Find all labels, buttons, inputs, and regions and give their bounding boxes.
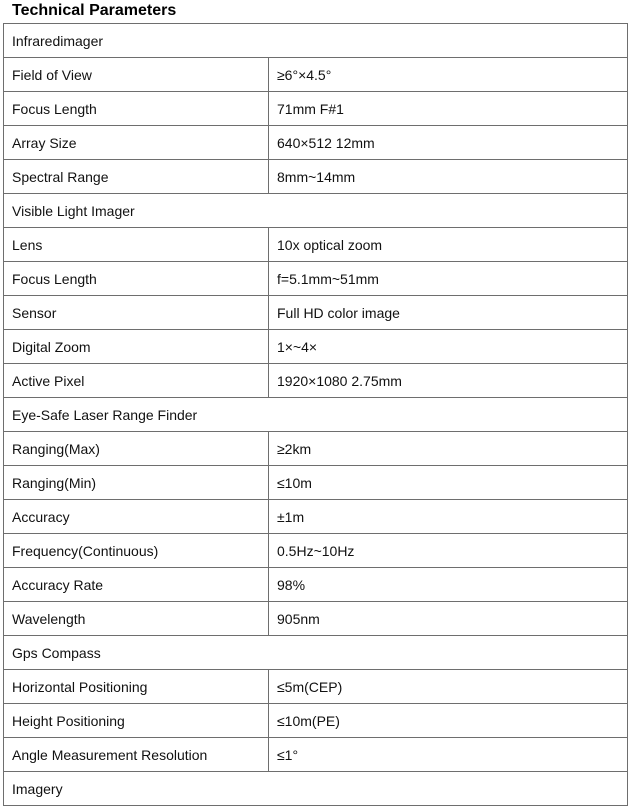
param-label: Focus Length — [4, 92, 269, 126]
table-row — [4, 58, 628, 92]
table-row — [4, 534, 628, 568]
table-row — [4, 92, 628, 126]
table-row — [4, 228, 628, 262]
param-value: ≥6°×4.5° — [269, 58, 628, 92]
param-value: 10x optical zoom — [269, 228, 628, 262]
section-heading: Infraredimager — [4, 24, 628, 58]
param-label: Frequency(Continuous) — [4, 534, 269, 568]
param-value: ≤10m — [269, 466, 628, 500]
param-value: ≤1° — [269, 738, 628, 772]
param-label: Wavelength — [4, 602, 269, 636]
table-row — [4, 364, 628, 398]
section-header-visible-light-imager — [4, 194, 628, 228]
param-label: Array Size — [4, 126, 269, 160]
section-heading: Imagery — [4, 772, 628, 806]
param-value: Full HD color image — [269, 296, 628, 330]
param-label: Focus Length — [4, 262, 269, 296]
table-row — [4, 160, 628, 194]
param-value: ≤5m(CEP) — [269, 670, 628, 704]
param-value: 98% — [269, 568, 628, 602]
table-row — [4, 296, 628, 330]
technical-parameters-table — [3, 23, 628, 806]
table-row — [4, 432, 628, 466]
param-label: Angle Measurement Resolution — [4, 738, 269, 772]
param-value: ±1m — [269, 500, 628, 534]
table-row — [4, 670, 628, 704]
section-header-infraredimager — [4, 24, 628, 58]
param-value: 640×512 12mm — [269, 126, 628, 160]
table-row — [4, 466, 628, 500]
table-row — [4, 568, 628, 602]
section-heading: Gps Compass — [4, 636, 628, 670]
param-value: 71mm F#1 — [269, 92, 628, 126]
section-heading: Eye-Safe Laser Range Finder — [4, 398, 628, 432]
param-label: Accuracy — [4, 500, 269, 534]
table-row — [4, 500, 628, 534]
param-value: 8mm~14mm — [269, 160, 628, 194]
param-value: 1×~4× — [269, 330, 628, 364]
page-title: Technical Parameters — [12, 2, 177, 19]
param-value: ≤10m(PE) — [269, 704, 628, 738]
param-label: Horizontal Positioning — [4, 670, 269, 704]
table-row — [4, 602, 628, 636]
param-label: Ranging(Min) — [4, 466, 269, 500]
param-value: 1920×1080 2.75mm — [269, 364, 628, 398]
param-value: f=5.1mm~51mm — [269, 262, 628, 296]
table-row — [4, 126, 628, 160]
table-row — [4, 330, 628, 364]
param-label: Active Pixel — [4, 364, 269, 398]
param-value: ≥2km — [269, 432, 628, 466]
param-label: Spectral Range — [4, 160, 269, 194]
param-label: Height Positioning — [4, 704, 269, 738]
param-value: 0.5Hz~10Hz — [269, 534, 628, 568]
param-label: Digital Zoom — [4, 330, 269, 364]
section-header-laser-range-finder — [4, 398, 628, 432]
section-header-imagery — [4, 772, 628, 806]
table-row — [4, 704, 628, 738]
param-value: 905nm — [269, 602, 628, 636]
param-label: Ranging(Max) — [4, 432, 269, 466]
section-header-gps-compass — [4, 636, 628, 670]
table-row — [4, 262, 628, 296]
table-row — [4, 738, 628, 772]
param-label: Lens — [4, 228, 269, 262]
param-label: Sensor — [4, 296, 269, 330]
param-label: Accuracy Rate — [4, 568, 269, 602]
param-label: Field of View — [4, 58, 269, 92]
section-heading: Visible Light Imager — [4, 194, 628, 228]
